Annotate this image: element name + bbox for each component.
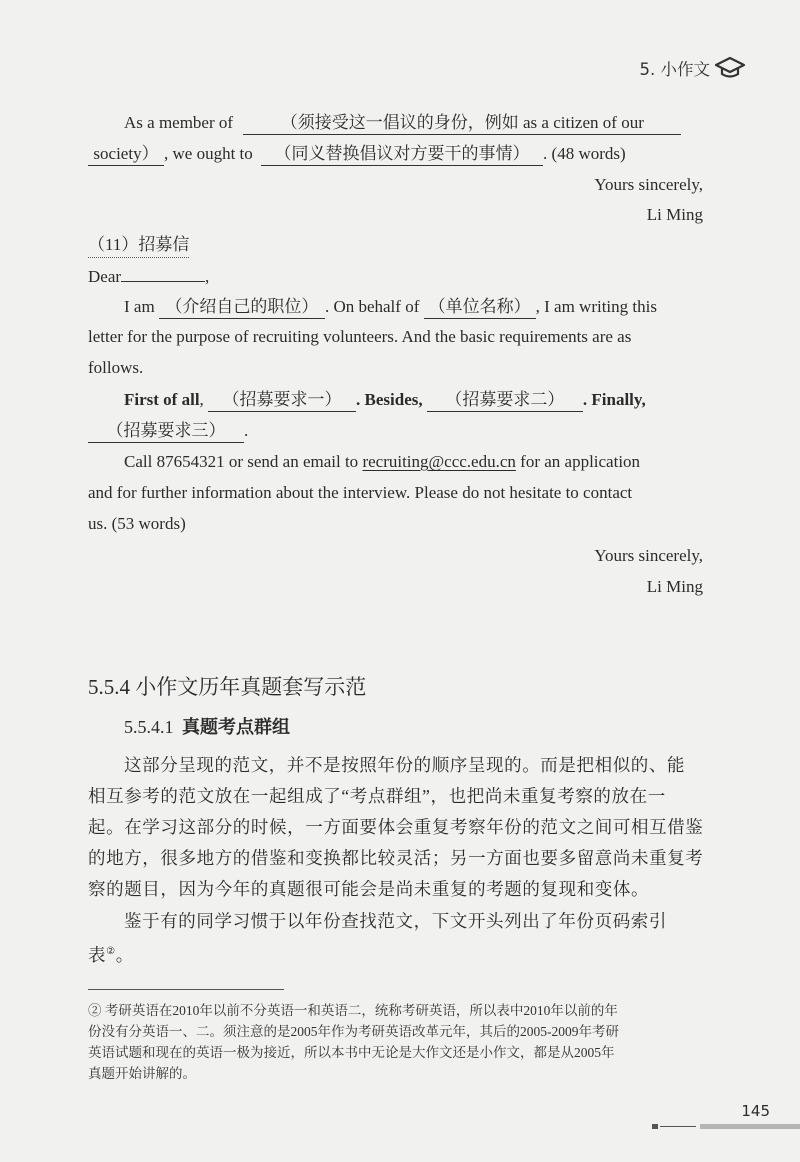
fill-position: （介绍自己的职位） — [159, 296, 325, 319]
s11-p1-line1: I am （介绍自己的职位） . On behalf of （单位名称） , I am writing this — [124, 296, 657, 319]
s11-p2-line1: First of all, （招募要求一） . Besides, （招募要求二） . Finally, — [124, 389, 646, 412]
para1-line2: 相互参考的范文放在一起组成了“考点群组”，也把尚未重复考察的放在一 — [88, 786, 666, 806]
s11-p1-line2: letter for the purpose of recruiting volunteers. And the basic requirements are as — [88, 327, 632, 346]
fill-action: （同义替换倡议对方要干的事情） — [261, 143, 543, 166]
footnote-marker: ② — [88, 1003, 102, 1018]
footnote-ref[interactable]: ② — [106, 946, 116, 957]
page-bar-line — [660, 1126, 696, 1127]
para1-line4: 的地方，很多地方的借鉴和变换都比较灵活；另一方面也要多留意尚未重复考 — [88, 848, 704, 868]
footnote-divider — [88, 989, 284, 990]
sub-heading-text: 真题考点群组 — [182, 717, 290, 738]
page-bar-accent — [652, 1124, 658, 1129]
blank-recipient — [121, 265, 205, 282]
chapter-header — [560, 56, 710, 82]
footnote: ② 考研英语在2010年以前不分英语一和英语二，统称考研英语，所以表中2010年以前的年 份没有分英语一、二。须注意的是2005年作为考研英语改革元年，其后的2005-2009年考研 英语试题和现在的英语一极为接近，所以本书中无论是大作文还是小作文，都是从2005年 真题开始讲解的。 — [88, 1003, 619, 1081]
para2-line1: 鉴于有的同学习惯于以年份查找范文，下文开头列出了年份页码索引 — [124, 911, 667, 931]
s11-p3-line2: and for further information about the interview. Please do not hesitate to contact — [88, 483, 633, 502]
s11-p3-line1: Call 87654321 or send an email to recruiting@ccc.edu.cn for an application — [124, 452, 641, 471]
para2-line2: 表②。 — [88, 944, 134, 965]
page-number: 145 — [741, 1102, 770, 1120]
graduation-cap-icon — [714, 55, 746, 81]
s11-p1-line3: follows. — [88, 358, 144, 377]
fill-req2: （招募要求二） — [427, 389, 583, 412]
email-link[interactable]: recruiting@ccc.edu.cn — [362, 452, 516, 471]
sub-heading — [124, 716, 290, 739]
s11-heading: （11）招募信 — [88, 234, 189, 258]
s10-line1: As a member of （须接受这一倡议的身份，例如 as a citizen of our — [124, 112, 681, 135]
para1-line1: 这部分呈现的范文，并不是按照年份的顺序呈现的。而是把相似的、能 — [124, 755, 686, 775]
s11-p2-line2: （招募要求三） . — [88, 420, 248, 443]
section-heading: 5.5.4 小作文历年真题套写示范 — [88, 675, 367, 699]
fill-identity: （须接受这一倡议的身份，例如 as a citizen of our — [243, 112, 681, 135]
para1-line3: 起。在学习这部分的时候，一方面要体会重复考察年份的范文之间可相互借鉴 — [88, 817, 704, 837]
chapter-title: 5. 小作文 — [639, 60, 710, 79]
fill-req3: （招募要求三） — [88, 420, 244, 443]
s10-closing: Yours sincerely, — [594, 175, 703, 194]
s10-line2: society） , we ought to （同义替换倡议对方要干的事情） . (48 words) — [88, 143, 626, 166]
fill-identity-end: society） — [88, 143, 164, 166]
page-bar-gray — [700, 1124, 800, 1129]
s11-closing: Yours sincerely, — [594, 546, 703, 565]
s10-signature: Li Ming — [646, 205, 703, 224]
fill-unit: （单位名称） — [424, 296, 536, 319]
para1-line5: 察的题目，因为今年的真题很可能会是尚未重复的考题的复现和变体。 — [88, 879, 650, 899]
sub-heading-number: 5.5.4.1 — [124, 717, 174, 737]
fill-req1: （招募要求一） — [208, 389, 356, 412]
s11-signature: Li Ming — [646, 577, 703, 596]
s11-salutation: Dear , — [88, 267, 210, 286]
s11-p3-line3: us. (53 words) — [88, 514, 186, 533]
